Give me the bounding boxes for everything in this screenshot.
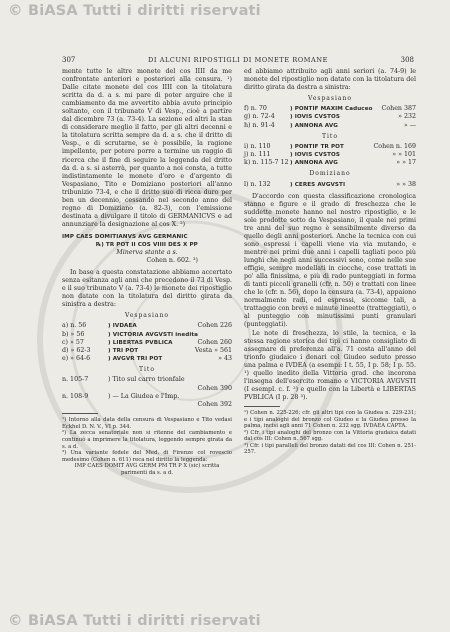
right-column: [244, 68, 416, 456]
coin-legend-line-2: ℞) TR POT II COS VIIII DES X PP: [96, 241, 198, 248]
list-item: a) n. 56 ) IVDAEA Cohen 226: [62, 322, 232, 330]
page-number-left: 307: [62, 56, 76, 64]
list-item: Cohen 392: [197, 401, 232, 409]
left-column: [62, 68, 232, 477]
footnote: ³) Una variante fedele del Med. di Firenze col rovescio medesimo (Cohen n. 611) reca nel diritto la leggenda:: [62, 450, 232, 463]
footnote: ¹) Cohen n. 225-226; cfr. gli altri tipi con la Giudea n. 229-231; e i tipi analoghi del bronzo col Giudeo e la Giudea presso la palma, incisi agli anni 71 Cohen n. 232 sgg. IVDAEA CAPTA.: [244, 409, 416, 430]
list-item: e) » 64-6 ) AVGVR TRI POT » 43: [62, 355, 232, 363]
watermark-top: © BiASA Tutti i diritti riservati: [8, 3, 261, 19]
right-paragraph-2: D'accordo con questa classificazione cronologica stanno e figure e il grado di freschezza che le suddette monete hanno nel nostro ripostiglio, e le sole prodotte sotto da Vespasiano, il quale nei primi tre anni del suo regno è sensibilmente diverso da quello degli anni posteriori. Anche la tecnica con cui sono espressi i capelli viene via via mutando, e mentre nei primi due anni i capelli tagliati poco più lunghi che negli anni successivi sono, come nelle sue effigie, sempre modellati in ciocche, cose trattati in po' alla finissima, e più di rado punteggiati in forma di tanti piccoli granelli (cfr. n. 50) e trattati con linee che le (cfr. n. 56), dopo la censura (a. 73-4), appaiono normalmente radi, ed espressi, siccome tali, a trattaggio con brevi e minute lineette (tratteggiati), o al punteggio con minutissimi punti granulari (punteggiati).: [244, 192, 416, 329]
list-item: j) n. 111 ) IOVIS CVSTOS » » 101: [244, 151, 416, 159]
section-heading-tito: Tito: [139, 366, 155, 374]
list-item: l) n. 132 ) CERES AVGVSTI » » 38: [244, 180, 416, 188]
right-footnotes: [244, 410, 416, 456]
section-heading-vespasiano: Vespasiano: [308, 95, 352, 103]
list-item: i) n. 110 ) PONTIF TR POT Cohen n. 169: [244, 142, 416, 150]
coin-legend-line-1: IMP CAES DOMITIANVS AVG GERMANIC: [62, 233, 188, 240]
footnote-rule: [244, 406, 280, 407]
list-item: n. 108-9 ) — La Giudea e l'Imp.: [62, 392, 180, 400]
list-item: g) n. 72-4 ) IOVIS CVSTOS » 232: [244, 113, 416, 121]
footnote-rule: [62, 413, 98, 414]
coin-legend-line-3: Minerva stante a s.: [116, 249, 178, 257]
watermark-bottom: © BiASA Tutti i diritti riservati: [8, 613, 261, 629]
footnote: ²) Cfr. i tipi analoghi del bronzo con la Vittoria giudaica datati dal cos III: Cohen n. 567 sgg.: [244, 429, 416, 443]
running-title: DI ALCUNI RIPOSTIGLI DI MONETE ROMANE: [148, 56, 328, 64]
coin-legend-cite: Cohen n. 602. ³): [146, 257, 198, 265]
running-header: [62, 54, 414, 66]
list-item: k) n. 115-7 12 ) ANNONA AVG » » 17: [244, 159, 416, 167]
page-number-right: 308: [400, 56, 414, 64]
list-item: Cohen 390: [197, 384, 232, 392]
left-paragraph-2: In base a questa constatazione abbiamo accertato senza esitanza agli anni che precedono il 73 di Vesp. e il suo tribunato V (a. 73-4) le monete dei ripostiglio non datate con la titolatura del diritto girata da sinistra a destra:: [62, 269, 232, 309]
list-item: b) » 56 ) VICTORIA AVGVSTI inedita: [62, 330, 198, 338]
list-item: n. 105-7 ) Tito sul carro trionfale: [62, 376, 185, 384]
section-heading-domiziano: Domiziano: [309, 170, 351, 178]
footnote: ²) La zecca senatoriale non si ritenne del cambiamento e continuò a imprimere la titolatura, leggendo sempre girata da s. a d.: [62, 430, 232, 450]
list-item: h) n. 91-4 ) ANNONA AVG » —: [244, 121, 416, 129]
left-paragraph-1: mente tutte le altre monete del cos IIII da me confrontate anteriori e posteriori alla censura. ¹) Dalle citate monete del cos IIII con la titolatura scritta da d. a s. mi pare di poter arguire che il cambiamento da me avvertito abbia avuto principio soltanto, con il tribunato V di Vesp., cioè a partire dal dicembre 73 (a. 73-4). La sezione ed altri la stan di considerare meglio il fatto, per gli altri decenni e la titolatura scritta sempre da d. a s. che il dritto di Vesp., e di scrutarne, se è possibile, la ragione impellente, per potere porre a termine un raggio di ricerca che il fine di seguire la leggenda del dritto da d. a s. si asterrà, per quanto a noi consta, a tutte indistintamente le monete d'oro e d'argento di Vespasiano, Tito e Domiziano posteriori all'anno tribunizio 73-4, e che il dritto suo di ricca duro per ben un decennio, cessando nel secondo anno del regno di Domiziano (a. 82-3), con l'emissione destinata a divulgare il titolo di GERMANICVS e ad annunziare la designazione al cos X. ²): [62, 68, 232, 228]
list-item: f) n. 70 ) PONTIF MAXIM Caduceo Cohen 387: [244, 105, 416, 113]
right-paragraph-3: Le note di freschezza, lo stile, la tecnica, e la stessa ragione storica dei tipi ci hanno consigliato di assegnare di preferenza all'a. 71 costa all'anno del trionfo giudaico i denari col Giudeo seduto presso una palma e IVDEA (a esempi: I t. 55, I p. 58; I p. 55. ¹) quello inedito della Vittoria grad. che incorona l'insegna dell'esercito romano e VICTORIA AVGVSTI (I esempl. c. f. ²) e quello con la Libertà e LIBERTAS PVBLICA (I p. 28 ³).: [244, 329, 416, 401]
footnote: ¹) Intorno alla data della censura di Vespasiano e Tito vedasi Eckhel D. N. V., VI p. 344.: [62, 417, 232, 430]
section-heading-vespasiano: Vespasiano: [125, 312, 169, 320]
list-item: d) » 62-3 ) TRI POT Vesta » 561: [62, 347, 232, 355]
left-footnotes: [62, 417, 232, 476]
footnote: IMP CAES DOMIT AVG GERM PM TR P X (sic) scritta parimenti da s. a d.: [74, 463, 220, 477]
right-paragraph-1: ed abbiamo attribuito agli anni seriori (a. 74-9) le monete del ripostiglio non datate con la titolatura del diritto girata da destra a sinistra:: [244, 68, 416, 92]
footnote: ³) Cfr. i tipi paralleli del bronzo datati del cos III: Cohen n. 251-257.: [244, 442, 416, 456]
section-heading-tito: Tito: [322, 132, 338, 140]
list-item: c) » 57 ) LIBERTAS PVBLICA Cohen 260: [62, 338, 232, 346]
